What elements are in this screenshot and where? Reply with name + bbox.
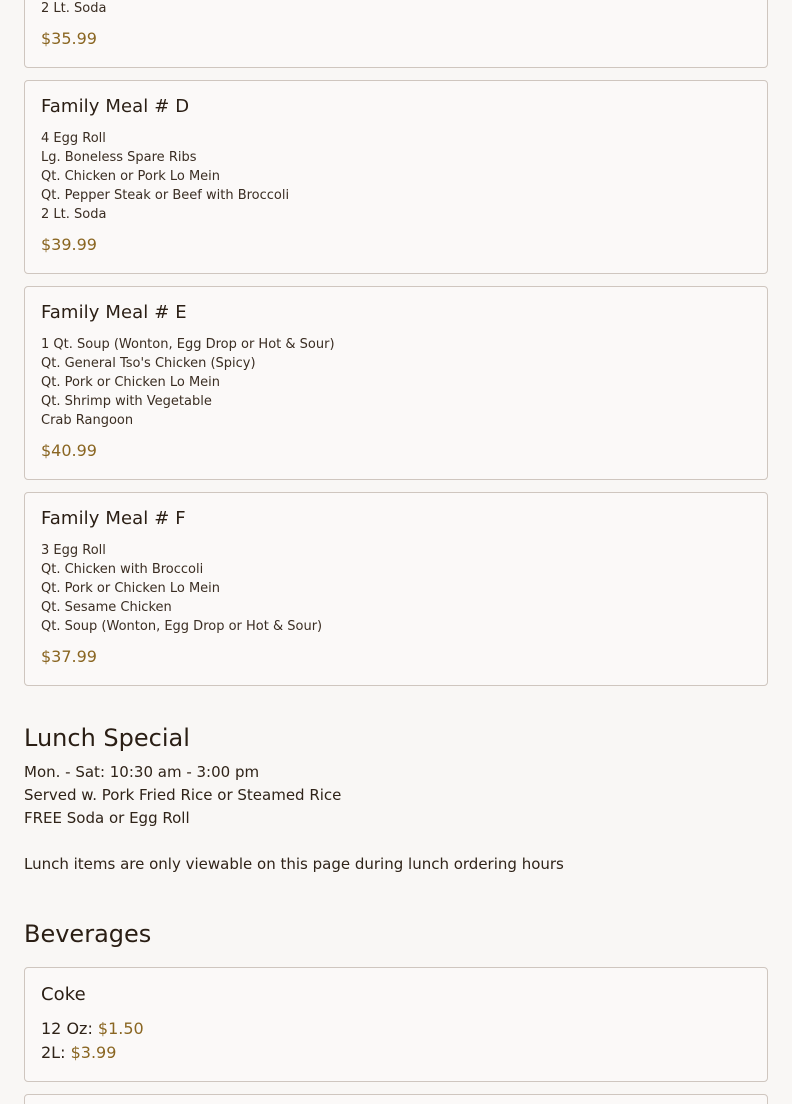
menu-item-line: 1 Qt. Soup (Wonton, Egg Drop or Hot & Sour) [41,337,335,352]
lunch-hours: Mon. - Sat: 10:30 am - 3:00 pm [24,763,260,781]
menu-item-line: Qt. Chicken or Pork Lo Mein [41,169,221,184]
menu-item-line: Qt. Pork or Chicken Lo Mein [41,375,221,390]
menu-item-line: 3 Egg Roll [41,543,106,558]
beverage-size-row[interactable] [41,1019,144,1038]
menu-card-coke[interactable] [24,967,768,1082]
beverage-size-label: 12 Oz: [41,1019,93,1038]
menu-item-line: 2 Lt. Soda [41,207,107,222]
menu-item-line: Qt. Shrimp with Vegetable [41,394,212,409]
menu-item-line: Qt. Pork or Chicken Lo Mein [41,581,221,596]
menu-item-line: Qt. Chicken with Broccoli [41,562,204,577]
menu-item-line: Qt. Soup (Wonton, Egg Drop or Hot & Sour) [41,619,323,634]
beverage-size-row[interactable] [41,1043,116,1062]
lunch-free-offer: FREE Soda or Egg Roll [24,809,190,827]
menu-item-line: 4 Egg Roll [41,131,106,146]
menu-item-title: Family Meal # E [41,302,187,323]
menu-item-line: Lg. Boneless Spare Ribs [41,150,197,165]
menu-item-price: $39.99 [41,235,97,254]
menu-item-line: Crab Rangoon [41,413,134,428]
menu-item-line: Qt. Pepper Steak or Beef with Broccoli [41,188,290,203]
menu-item-line: Qt. General Tso's Chicken (Spicy) [41,356,256,371]
lunch-served-with: Served w. Pork Fried Rice or Steamed Rice [24,786,342,804]
menu-card-family-meal-e[interactable] [24,286,768,480]
beverage-size-label: 2L: [41,1043,66,1062]
menu-item-title: Coke [41,984,86,1005]
lunch-availability-note: Lunch items are only viewable on this page during lunch ordering hours [24,855,564,873]
beverage-size-price: $1.50 [97,1019,144,1038]
menu-card-family-meal-d[interactable] [24,80,768,274]
menu-item-price: $37.99 [41,647,97,666]
menu-item-line: 2 Lt. Soda [41,1,107,16]
menu-card-family-meal-f[interactable] [24,492,768,686]
section-title-beverages: Beverages [24,920,152,948]
menu-card-next-beverage[interactable] [24,1094,768,1104]
menu-item-title: Family Meal # D [41,96,190,117]
menu-item-price: $40.99 [41,441,97,460]
menu-item-line: Qt. Sesame Chicken [41,600,172,615]
menu-card-family-meal-c[interactable] [24,0,768,68]
menu-item-title: Family Meal # F [41,508,186,529]
section-title-lunch-special: Lunch Special [24,724,190,752]
menu-item-price: $35.99 [41,29,97,48]
beverage-size-price: $3.99 [70,1043,117,1062]
